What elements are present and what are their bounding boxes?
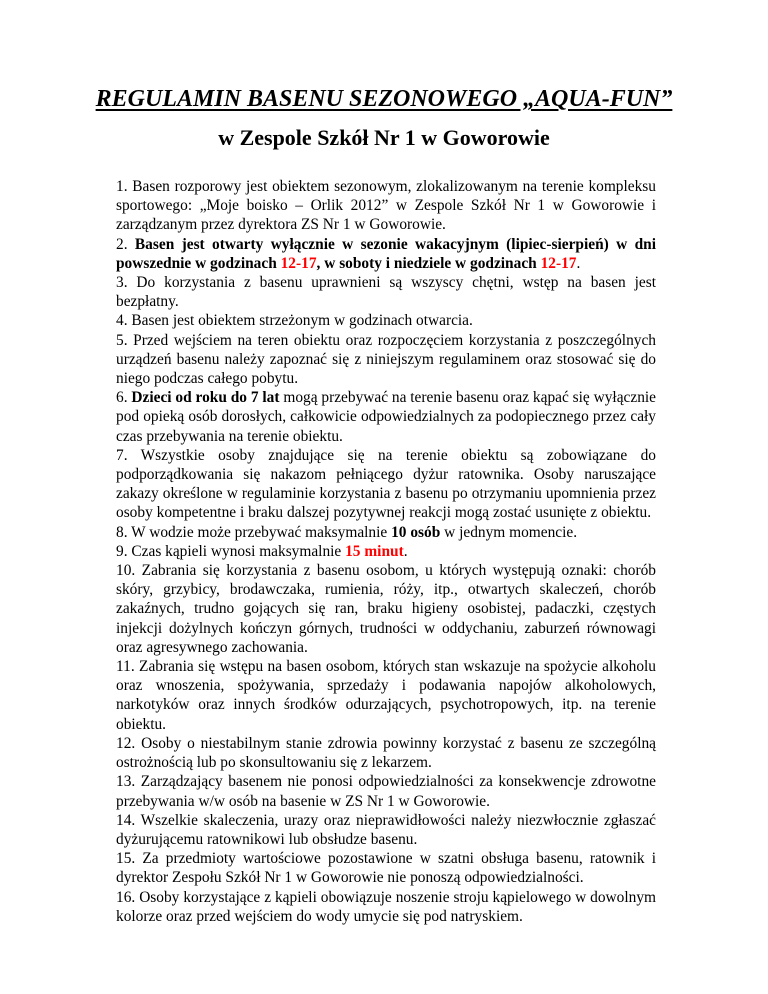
rule-15: 15. Za przedmioty wartościowe pozostawione w szatni obsługa basenu, ratownik i dyrektor Zespołu Szkół Nr 1 w Goworowie nie ponoszą odpowiedzialności. [116, 850, 656, 887]
rule-1: 1. Basen rozporowy jest obiektem sezonowym, zlokalizowanym na terenie kompleksu sportowego: „Moje boisko – Orlik 2012” w Zespole Szkół Nr 1 w Goworowie i zarządzanym przez dyrektora ZS Nr 1 w Goworowie. [116, 178, 656, 234]
rule-16: 16. Osoby korzystające z kąpieli obowiązuje noszenie stroju kąpielowego w dowolnym kolorze oraz przed wejściem do wody umycie się pod natryskiem. [116, 888, 656, 925]
rule-9 [116, 542, 656, 561]
rule-11: 11. Zabrania się wstępu na basen osobom, których stan wskazuje na spożycie alkoholu oraz wnoszenia, spożywania, sprzedaży i podawania napojów alkoholowych, narkotyków oraz innych środków odurzających, psychotropowych, itp. na terenie obiektu. [116, 658, 656, 733]
rule-3: 3. Do korzystania z basenu uprawnieni są wszyscy chętni, wstęp na basen jest bezpłatny. [116, 274, 656, 311]
rule-7: 7. Wszystkie osoby znajdujące się na terenie obiektu są zobowiązane do podporządkowania się nakazom pełniącego dyżur ratownika. Osoby naruszające zakazy określone w regulaminie korzystania z basenu po otrzymaniu upomnienia przez osoby kompetentne i braku dalszej pozytywnej reakcji mogą zostać usunięte z obiektu. [116, 446, 656, 522]
rule-9-text: 9. Czas kąpieli wynosi maksymalnie [116, 542, 346, 560]
document-subtitle: w Zespole Szkół Nr 1 w Goworowie [218, 125, 550, 150]
rule-6 [116, 388, 656, 446]
rule-8-max-persons: 10 osób [391, 523, 441, 541]
rule-13: 13. Zarządzający basenem nie ponosi odpowiedzialności za konsekwencje zdrowotne przebywania w/w osób na basenie w ZS Nr 1 w Goworowie. [116, 773, 656, 810]
rule-8-text: 8. W wodzie może przebywać maksymalnie [116, 523, 392, 541]
rule-9-end: . [403, 542, 408, 560]
rule-2-opening-text: Basen jest otwarty wyłącznie w sezonie wakacyjnym (lipiec-sierpień) w dni powszednie w godzinach [116, 235, 656, 272]
rule-2-weekend-text: , w soboty i niedziele w godzinach [316, 254, 541, 272]
rule-6-age-group: Dzieci od roku do 7 lat [131, 389, 280, 407]
rule-2 [116, 235, 656, 273]
rule-2-weekend-hours: 12-17 [540, 254, 577, 272]
rules-list [116, 177, 656, 926]
rule-5: 5. Przed wejściem na teren obiektu oraz rozpoczęciem korzystania z poszczególnych urządzeń basenu należy zapoznać się z niniejszym regulaminem oraz stosować się do niego podczas całego pobytu. [116, 331, 656, 388]
rule-4: 4. Basen jest obiektem strzeżonym w godzinach otwarcia. [116, 312, 473, 330]
rule-2-end: . [576, 254, 581, 272]
rule-14: 14. Wszelkie skaleczenia, urazy oraz nieprawidłowości należy niezwłocznie zgłaszać dyżurującemu ratownikowi lub obsłudze basenu. [116, 811, 656, 848]
rule-12: 12. Osoby o niestabilnym stanie zdrowia powinny korzystać z basenu ze szczególną ostrożnością lub po skonsultowaniu się z lekarzem. [116, 734, 656, 772]
rule-8-text-end: w jednym momencie. [440, 523, 578, 541]
rule-10: 10. Zabrania się korzystania z basenu osobom, u których występują oznaki: chorób skóry, grzybicy, brodawczaka, rumienia, róży, itp., otwartych skaleczeń, chorób zakaźnych, trudno gojących się ran, braku higieny osobistej, padaczki, częstych injekcji dożylnych kończyn górnych, trudności w oddychaniu, zaburzeń równowagi oraz agresywnego zachowania. [116, 562, 656, 656]
rule-2-weekday-hours: 12-17 [280, 254, 317, 272]
rule-9-max-time: 15 minut [345, 542, 404, 560]
rule-2-number: 2. [116, 235, 135, 253]
rule-8 [116, 523, 656, 542]
document-title: REGULAMIN BASENU SEZONOWEGO „AQUA-FUN” [95, 86, 673, 112]
rule-6-text: mogą przebywać na terenie basenu oraz kąpać się wyłącznie pod opieką osób dorosłych, całkowicie odpowiedzialnych za podopiecznego przez cały czas przebywania na terenie obiektu. [116, 389, 656, 445]
rule-6-number: 6. [116, 389, 132, 407]
